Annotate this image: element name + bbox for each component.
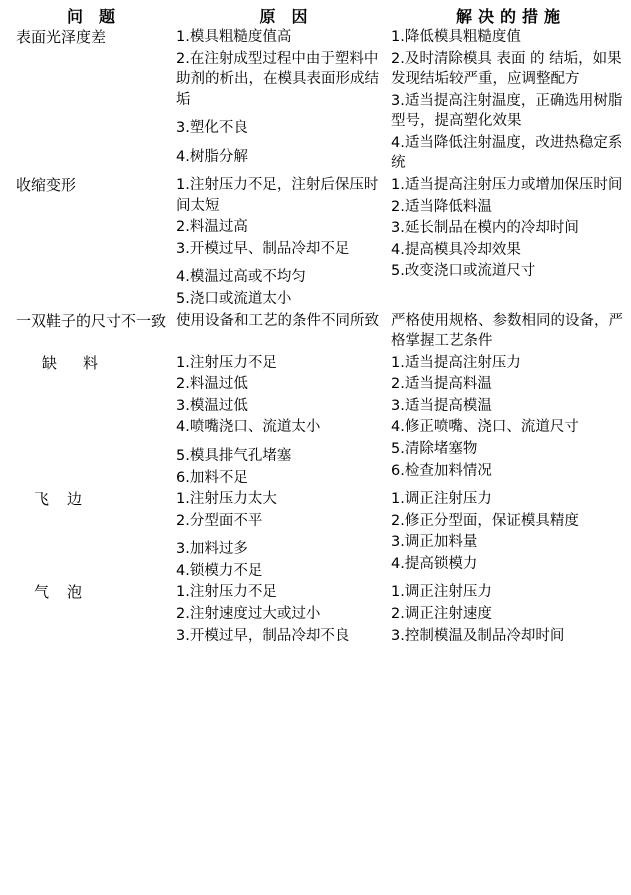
row-causes: 1.模具粗糙度值高 2.在注射成型过程中由于塑料中助剂的析出，在模具表面形成结垢 3.塑化不良 4.树脂分解 [176, 29, 379, 165]
row-problem: 飞边 [34, 490, 101, 509]
row-solutions: 1.调正注射压力 2.修正分型面，保证模具精度 3.调正加料量 4.提高锁模力 [391, 491, 579, 572]
table-row [6, 582, 625, 647]
row-causes: 1.注射压力不足 2.注射速度过大或过小 3.开模过早，制品冷却不良 [176, 584, 350, 644]
table-row [6, 489, 625, 582]
column-header-cause: 原因 [259, 7, 324, 26]
defect-table [6, 4, 625, 647]
row-causes: 1.注射压力太大 2.分型面不平 3.加料过多 4.锁模力不足 [176, 491, 277, 579]
row-problem: 表面光泽度差 [16, 28, 107, 46]
table-row [6, 311, 625, 353]
column-header-problem: 问题 [66, 7, 131, 26]
table-row [6, 353, 625, 489]
row-causes: 1.注射压力不足 2.料温过低 3.模温过低 4.喷嘴浇口、流道太小 5.模具排气孔堵塞 6.加料不足 [176, 354, 321, 486]
row-problem: 气泡 [34, 583, 101, 602]
table-row [6, 27, 625, 175]
table-row [6, 175, 625, 310]
row-problem: 收缩变形 [16, 176, 77, 195]
column-header-solution: 解决的措施 [455, 7, 566, 26]
table-header-row [6, 4, 625, 27]
row-problem: 缺料 [42, 353, 125, 372]
row-causes: 1.注射压力不足，注射后保压时间太短 2.料温过高 3.开模过早、制品冷却不足 4.模温过高或不均匀 5.浇口或流道太小 [176, 177, 379, 307]
row-solutions: 严格使用规格、参数相同的设备，严格掌握工艺条件 [391, 312, 623, 350]
row-problem: 一双鞋子的尺寸不一致 [16, 311, 167, 330]
row-solutions: 1.调正注射压力 2.调正注射速度 3.控制模温及制品冷却时间 [391, 584, 565, 644]
row-causes: 使用设备和工艺的条件不同所致 [176, 312, 379, 329]
row-solutions: 1.降低模具粗糙度值 2.及时清除模具 表面 的 结垢，如果发现结垢较严重，应调整配方 3.适当提高注射温度，正确选用树脂型号，提高塑化效果 4.适当降低注射温度，改进热稳定系统 [391, 29, 623, 172]
row-solutions: 1.适当提高注射压力 2.适当提高料温 3.适当提高模温 4.修正喷嘴、浇口、流道尺寸 5.清除堵塞物 6.检查加料情况 [391, 354, 579, 479]
row-solutions: 1.适当提高注射压力或增加保压时间 2.适当降低料温 3.延长制品在模内的冷却时间 4.提高模具冷却效果 5.改变浇口或流道尺寸 [391, 177, 623, 280]
